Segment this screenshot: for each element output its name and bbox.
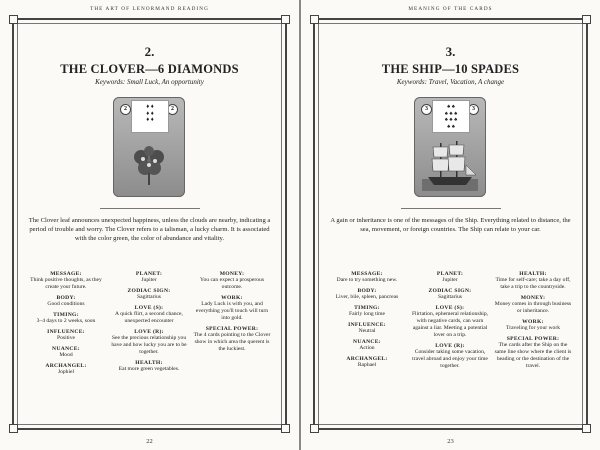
attr-value: Raphael (357, 362, 377, 368)
attr-value: A quick flirt, a second chance, unexpected encounter (115, 311, 183, 324)
attr-value: Jophiel (57, 369, 75, 375)
attr-label: PLANET: (436, 271, 464, 277)
attr-label: LOVE (S): (134, 305, 164, 311)
card-badge: 3 (468, 104, 479, 115)
attributes-columns (327, 271, 574, 421)
card-badge: 2 (120, 104, 131, 115)
attr-value: Positive (56, 335, 76, 341)
card-badge: 3 (421, 104, 432, 115)
attr-label: LOVE (R): (134, 329, 164, 335)
attributes-column (192, 271, 272, 353)
right-page (301, 0, 600, 450)
running-head: THE ART OF LENORMAND READING (90, 6, 209, 12)
clover-illustration (121, 135, 177, 191)
attr-value: Good conditions (47, 301, 85, 307)
attr-value: Lady Luck is with you, and everything you'll touch will turn into gold. (195, 301, 269, 321)
attr-value: Money comes in through business or inheritance. (494, 301, 572, 314)
attr-value: Mood (59, 352, 73, 358)
attr-label: SPECIAL POWER: (205, 326, 259, 332)
playing-card-inset (432, 100, 470, 133)
playing-card-inset (131, 100, 169, 133)
ship-card-image (414, 97, 486, 197)
card-title: THE CLOVER—6 DIAMONDS (60, 62, 239, 76)
spade-pips: ♠ ♠ ♠ ♠ ♠ ♠ ♠ ♠ ♠ ♠ (444, 104, 458, 130)
attr-value: Sagittarius (438, 294, 462, 300)
attributes-column (26, 271, 106, 376)
attr-label: MESSAGE: (50, 271, 82, 277)
attr-value: Traveling for your work (505, 325, 560, 331)
running-head: MEANING OF THE CARDS (408, 6, 493, 12)
card-number: 3. (445, 44, 456, 59)
attr-label: TIMING: (53, 312, 79, 318)
attr-label: WORK: (221, 295, 243, 301)
attr-label: PLANET: (135, 271, 163, 277)
attr-label: NUANCE: (353, 339, 381, 345)
attr-label: MONEY: (219, 271, 245, 277)
attr-value: 3–4 days to 2 weeks, soon (36, 318, 96, 324)
attr-value: Action (359, 345, 375, 351)
attr-label: SPECIAL POWER: (506, 336, 560, 342)
attr-value: Jupiter (442, 277, 458, 283)
attr-label: LOVE (S): (435, 305, 465, 311)
attr-value: Eat more green vegetables. (118, 366, 180, 372)
attr-label: TIMING: (354, 305, 380, 311)
attr-value: Dare to try something new. (336, 277, 398, 283)
attributes-column (493, 271, 573, 370)
attributes-column (327, 271, 407, 369)
card-keywords: Keywords: Travel, Vacation, A change (396, 78, 505, 86)
attr-label: ZODIAC SIGN: (127, 288, 171, 294)
card-number: 2. (144, 44, 155, 59)
attr-label: INFLUENCE: (348, 322, 386, 328)
ship-illustration (422, 135, 478, 191)
attr-value: The 4 cards pointing to the Clover show in which area the querent is the luckiest. (193, 332, 271, 352)
attr-label: MONEY: (520, 295, 546, 301)
card-keywords: Keywords: Small Luck, An opportunity (95, 78, 204, 86)
attr-value: Fairly long time (348, 311, 386, 317)
attr-value: Consider taking some vacation, travel abroad and enjoy your time together. (412, 349, 488, 369)
attr-label: HEALTH: (519, 271, 547, 277)
attr-label: WORK: (522, 319, 544, 325)
divider-rule (401, 208, 501, 209)
card-description: A gain or inheritance is one of the messages of the Ship. Everything related to distance, the sea, movement, or foreign countries. The Ship can relate to your car. (330, 217, 571, 234)
attr-label: HEALTH: (135, 360, 163, 366)
attr-value: Neutral (358, 328, 376, 334)
attributes-column (109, 271, 189, 373)
attr-label: NUANCE: (52, 346, 80, 352)
attr-value: Think positive thoughts, as they create your future. (30, 277, 102, 290)
attr-value: Flirtation, ephemeral relationship, with negative cards, can warn against a liar. Meeting a potential lover on a trip. (411, 311, 489, 338)
attr-label: BODY: (56, 295, 76, 301)
divider-rule (100, 208, 200, 209)
card-description: The Clover leaf announces unexpected happiness, unless the clouds are nearby, indicating a period of trouble and worry. The Clover refers to a talisman, a lucky charm. It is associated with the color green, the color of abundance and vitality. (28, 217, 271, 243)
attr-label: MESSAGE: (351, 271, 383, 277)
attributes-columns (26, 271, 273, 421)
card-badge: 2 (167, 104, 178, 115)
card-title: THE SHIP—10 SPADES (381, 62, 520, 76)
left-page (0, 0, 299, 450)
attr-value: See the precious relationship you have and how lucky you are to be together. (111, 335, 187, 355)
attributes-column (410, 271, 490, 370)
attr-value: Jupiter (141, 277, 157, 283)
attr-value: Time for self-care; take a day off, take a trip to the countryside. (495, 277, 571, 290)
attr-label: ARCHANGEL: (45, 363, 87, 369)
diamond-pips: ♦ ♦ ♦ ♦ ♦ ♦ (146, 104, 154, 123)
attr-label: BODY: (357, 288, 377, 294)
attr-value: Sagittarius (137, 294, 161, 300)
attr-value: You can expect a prosperous outcome. (199, 277, 265, 290)
page-number: 23 (447, 438, 454, 445)
attr-value: The cards after the Ship on the same line show where the client is heading or the destination of the travel. (494, 342, 572, 369)
page-number: 22 (146, 438, 153, 445)
attr-label: INFLUENCE: (47, 329, 85, 335)
attr-label: LOVE (R): (435, 343, 465, 349)
attr-label: ARCHANGEL: (346, 356, 388, 362)
attr-value: Liver, bile, spleen, pancreas (335, 294, 399, 300)
clover-card-image (113, 97, 185, 197)
attr-label: ZODIAC SIGN: (428, 288, 472, 294)
